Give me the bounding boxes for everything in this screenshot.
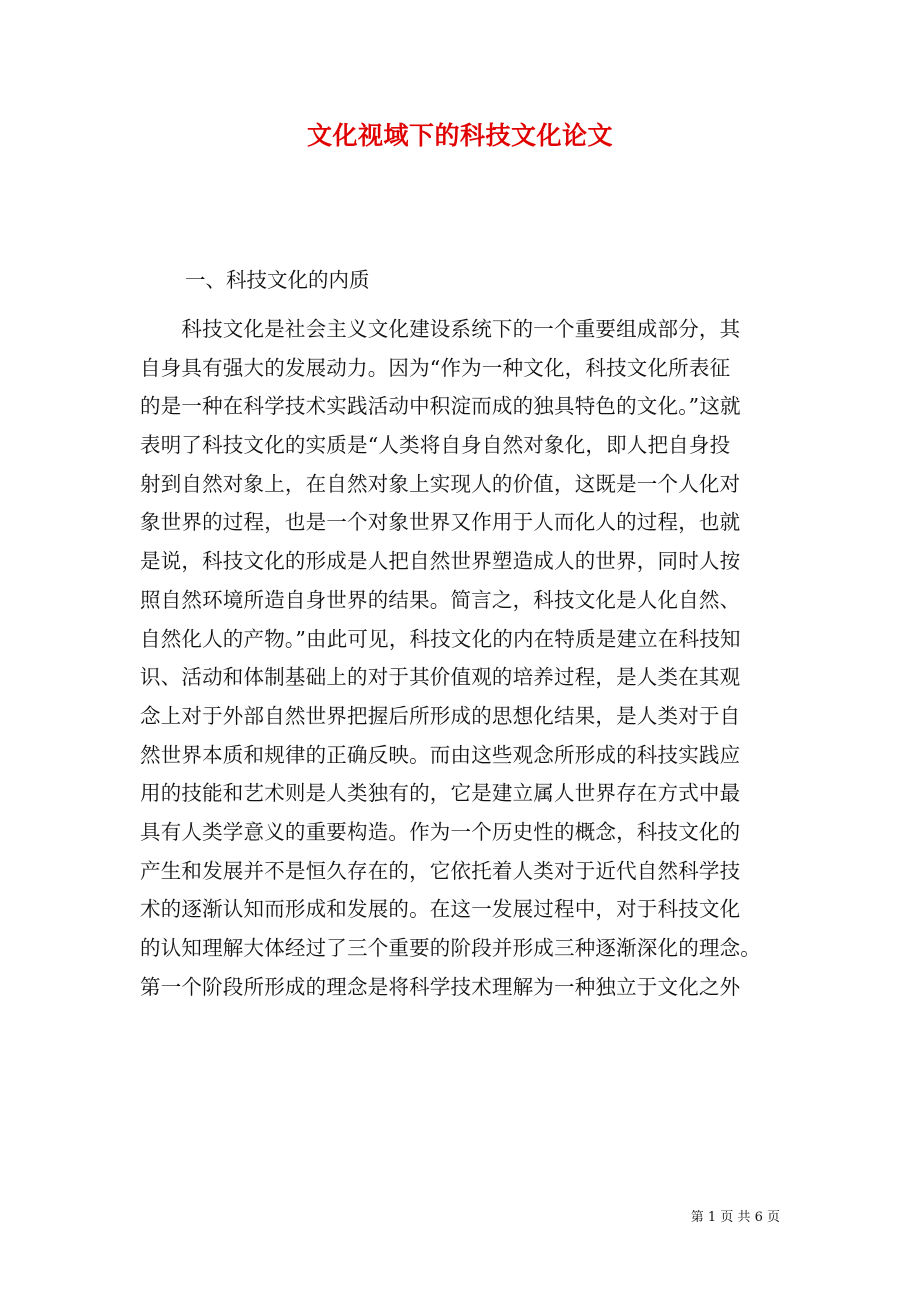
section-heading: 一、科技文化的内质: [185, 268, 370, 292]
text-line: 用的技能和艺术则是人类独有的，它是建立属人世界存在方式中最: [140, 781, 741, 806]
text-line: 科技文化是社会主义文化建设系统下的一个重要组成部分，其: [140, 317, 741, 341]
text-line: 念上对于外部自然世界把握后所形成的思想化结果，是人类对于自: [140, 703, 741, 728]
text-line: 自然化人的产物。”由此可见，科技文化的内在特质是建立在科技知: [140, 626, 741, 651]
text-line: 象世界的过程，也是一个对象世界又作用于人而化人的过程，也就: [140, 510, 741, 535]
text-line: 射到自然对象上，在自然对象上实现人的价值，这既是一个人化对: [140, 471, 741, 496]
text-line: 是说，科技文化的形成是人把自然世界塑造成人的世界，同时人按: [140, 549, 741, 574]
text-line: 具有人类学意义的重要构造。作为一个历史性的概念，科技文化的: [140, 819, 741, 844]
text-line: 表明了科技文化的实质是“人类将自身自然对象化，即人把自身投: [140, 433, 731, 458]
text-line: 第一个阶段所形成的理念是将科学技术理解为一种独立于文化之外: [140, 974, 741, 999]
text-line: 的认知理解大体经过了三个重要的阶段并形成三种逐渐深化的理念。: [140, 936, 761, 960]
page-title: 文化视域下的科技文化论文: [306, 121, 613, 150]
text-line: 产生和发展并不是恒久存在的，它依托着人类对于近代自然科学技: [140, 858, 741, 883]
text-line: 自身具有强大的发展动力。因为“作为一种文化，科技文化所表征: [140, 355, 731, 380]
text-line: 照自然环境所造自身世界的结果。简言之，科技文化是人化自然、: [140, 587, 741, 612]
text-line: 然世界本质和规律的正确反映。而由这些观念所形成的科技实践应: [140, 742, 741, 767]
body-paragraph: [140, 310, 780, 1006]
page-number-footer: 第 1 页 共 6 页: [690, 1210, 780, 1225]
text-line: 的是一种在科学技术实践活动中积淀而成的独具特色的文化。”这就: [140, 394, 741, 419]
text-line: 术的逐渐认知而形成和发展的。在这一发展过程中，对于科技文化: [140, 897, 741, 922]
text-line: 识、活动和体制基础上的对于其价值观的培养过程，是人类在其观: [140, 665, 741, 690]
